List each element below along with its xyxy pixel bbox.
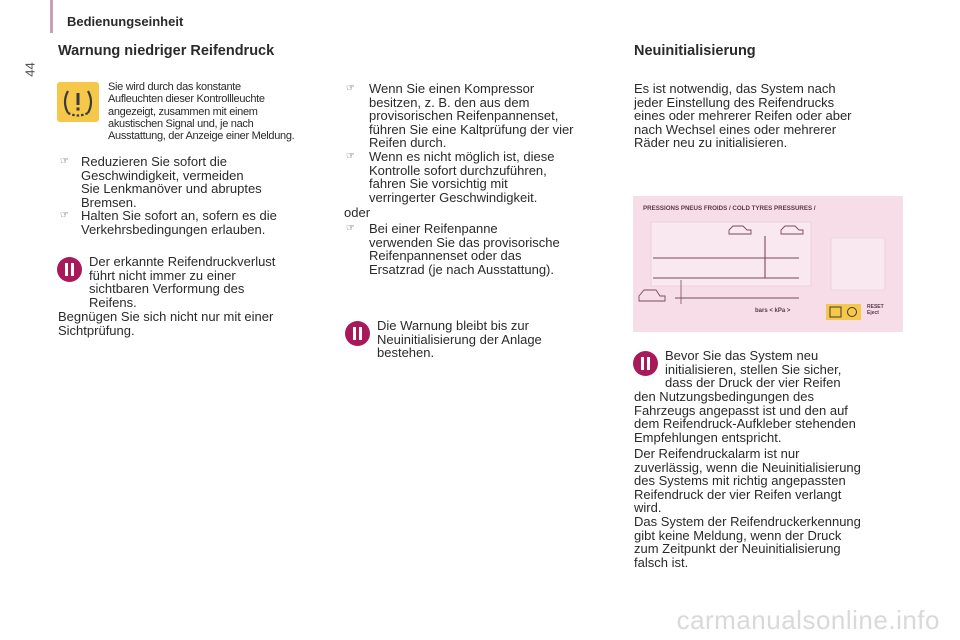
reinit-note-rest: den Nutzungsbedingungen des Fahrzeugs angepasst ist und den auf dem Reifendruck-Aufkleber stehenden Empfehlungen entspricht.	[634, 389, 856, 445]
section-title-reinit: Neuinitialisierung	[634, 43, 756, 59]
note-tyre-deformation: Der erkannte Reifendruckverlust führt nicht immer zu einer sichtbaren Verformung des Reifens.	[89, 254, 276, 310]
section-title-warning: Warnung niedriger Reifendruck	[58, 43, 275, 59]
info-icon	[633, 351, 658, 376]
bullet-marker-icon: ☞	[346, 83, 355, 94]
bullet-reduce-speed: ☞ Reduzieren Sie sofort die Geschwindigkeit, vermeiden Sie Lenkmanöver und abruptes Bremsen.	[60, 154, 262, 210]
reinit-note-first: Bevor Sie das System neu initialisieren, stellen Sie sicher, dass der Druck der vier Reifen	[665, 348, 842, 390]
panel-reset-label: RESET Eject	[867, 304, 884, 316]
note-warning-remains: Die Warnung bleibt bis zur Neuinitialisierung der Anlage bestehen.	[377, 318, 542, 360]
bullet-marker-icon: ☞	[346, 223, 355, 234]
info-icon	[345, 321, 370, 346]
tyre-warning-light-icon	[57, 82, 99, 122]
tyre-pressure-label-image	[633, 196, 903, 332]
info-icon	[57, 257, 82, 282]
bullet-repair-kit: ☞ Bei einer Reifenpanne verwenden Sie das provisorische Reifenpannenset oder das Ersatzrad (je nach Ausstattung).	[346, 221, 560, 277]
or-text: oder	[344, 205, 371, 220]
reinit-intro: Es ist notwendig, das System nach jeder Einstellung des Reifendrucks eines oder mehrerer Reifen oder aber nach Wechsel eines oder mehrerer Räder neu zu initialisieren.	[634, 81, 852, 150]
reinit-para-reliable: Der Reifendruckalarm ist nur zuverlässig, wenn die Neuinitialisierung des Systems mit richtig angepassten Reifendruck der vier Reifen verlangt wird.	[634, 446, 861, 515]
panel-header-text: PRESSIONS PNEUS FROIDS / COLD TYRES PRESSURES /	[643, 205, 816, 212]
bullet-drive-carefully: ☞ Wenn es nicht möglich ist, diese Kontrolle sofort durchzuführen, fahren Sie vorsichtig mit verringerter Geschwindigkeit.	[346, 149, 555, 205]
bullet-marker-icon: ☞	[60, 156, 69, 167]
watermark: carmanualsonline.info	[676, 605, 940, 635]
closing-visual-check: Begnügen Sie sich nicht nur mit einer Sichtprüfung.	[58, 309, 274, 338]
reinit-para-no-message: Das System der Reifendruckerkennung gibt keine Meldung, wenn der Druck zum Zeitpunkt der Neuinitialisierung falsch ist.	[634, 514, 861, 570]
page-number: 44	[22, 62, 38, 77]
bullet-marker-icon: ☞	[60, 210, 69, 221]
bullet-marker-icon: ☞	[346, 151, 355, 162]
warning-description: Sie wird durch das konstante Aufleuchten dieser Kontrollleuchte angezeigt, zusammen mit einem akustischen Signal und, je nach Ausstattung, der Anzeige einer Meldung.	[108, 81, 295, 143]
header-accent-bar	[50, 0, 53, 33]
bullet-stop: ☞ Halten Sie sofort an, sofern es die Verkehrsbedingungen erlauben.	[60, 208, 277, 237]
panel-units-text: bars < kPa >	[755, 308, 791, 314]
bullet-compressor: ☞ Wenn Sie einen Kompressor besitzen, z. B. den aus dem provisorischen Reifenpannenset, führen Sie eine Kaltprüfung der vier Reifen durch.	[346, 81, 574, 150]
header-title: Bedienungseinheit	[67, 14, 184, 29]
